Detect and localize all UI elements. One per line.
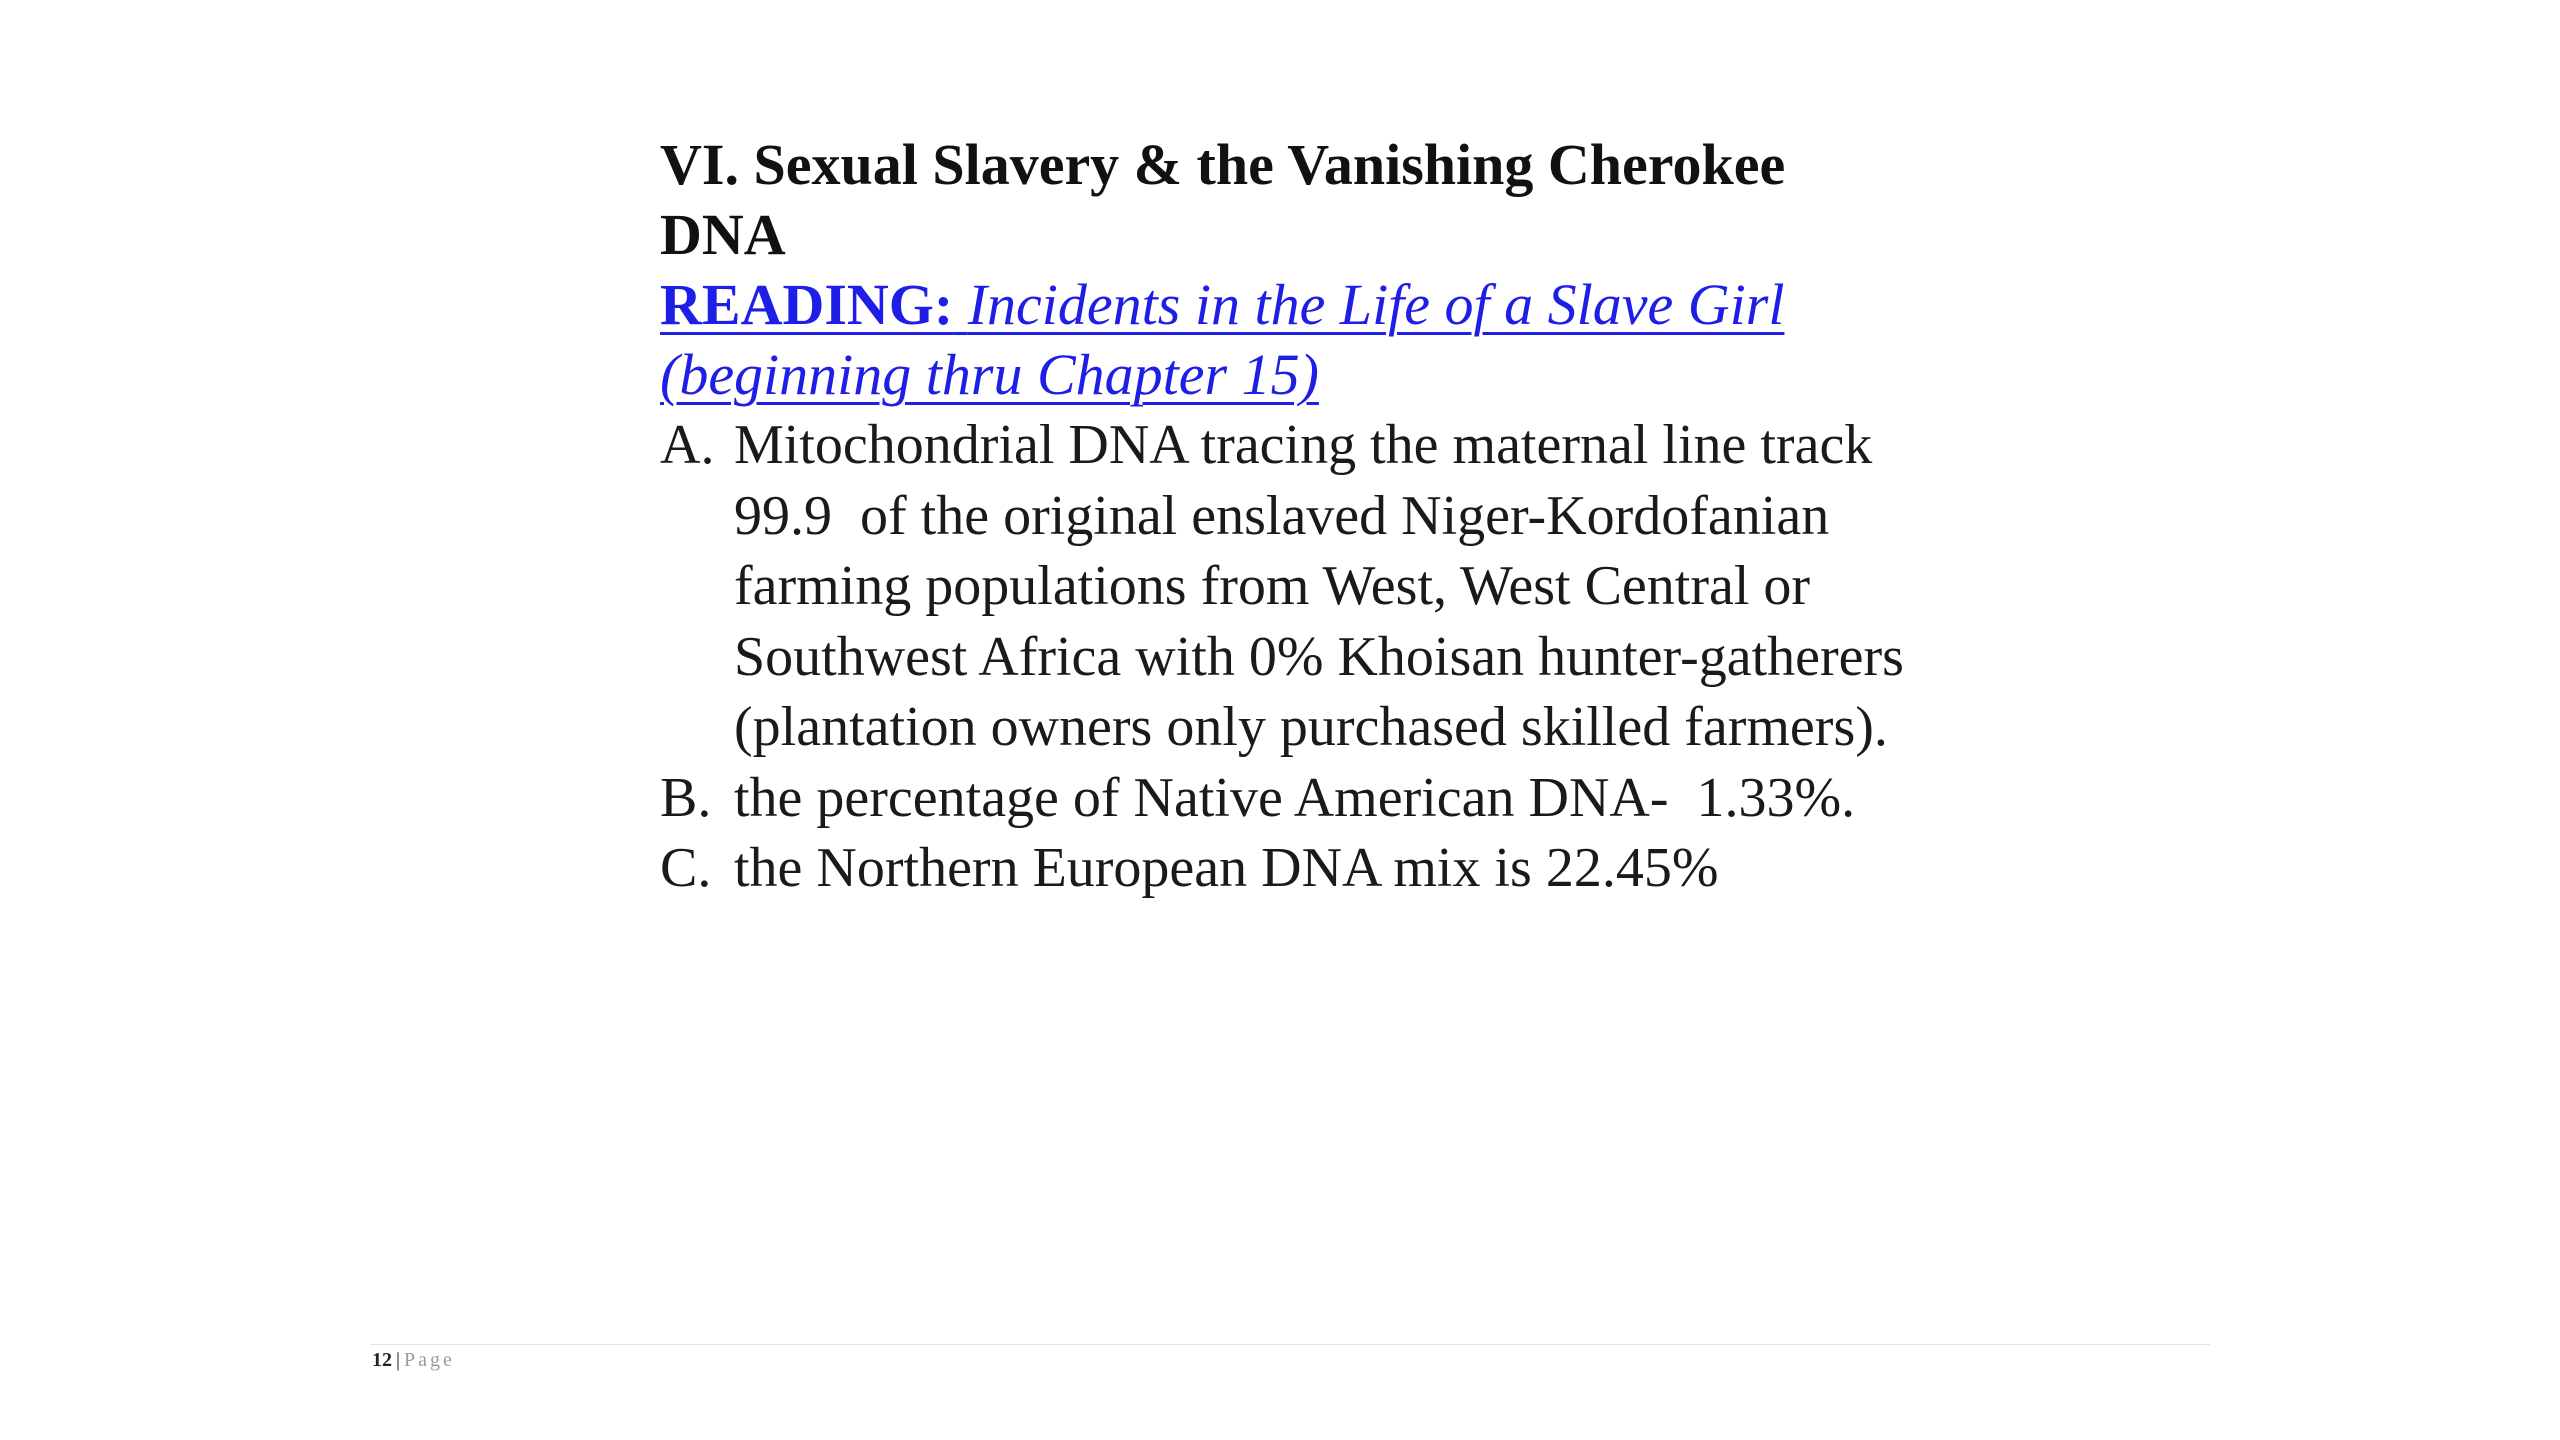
page-label: Page [404, 1349, 455, 1371]
reading-label: READING: [660, 272, 954, 337]
list-marker: A. [660, 414, 715, 476]
page-footer [372, 1346, 455, 1374]
page-separator: | [396, 1349, 401, 1371]
list-marker: B. [660, 766, 712, 829]
dna-findings-list [660, 410, 1960, 904]
list-item-text: Mitochondrial DNA tracing the maternal line track 99.9 of the original enslaved Niger-Kordofanian farming populations from West, West Central or Southwest Africa with 0% Khoisan hunter-gatherers (plantation owners only purchased skilled farmers). [734, 414, 1918, 758]
list-item [660, 833, 1960, 904]
reading-link[interactable] [660, 270, 1810, 410]
reading-title: Incidents in the Life of a Slave Girl (beginning thru Chapter 15) [660, 272, 1785, 407]
list-item [660, 763, 1960, 834]
list-marker: C. [660, 837, 712, 899]
list-item-text: the percentage of Native American DNA- 1.33%. [734, 766, 1856, 829]
document-body [660, 130, 1960, 904]
list-item-text: the Northern European DNA mix is 22.45% [734, 837, 1719, 899]
list-item [660, 410, 1960, 763]
page-number: 12 [372, 1349, 392, 1371]
footer-divider [370, 1344, 2210, 1345]
section-heading: VI. Sexual Slavery & the Vanishing Cherokee DNA [660, 132, 1786, 267]
